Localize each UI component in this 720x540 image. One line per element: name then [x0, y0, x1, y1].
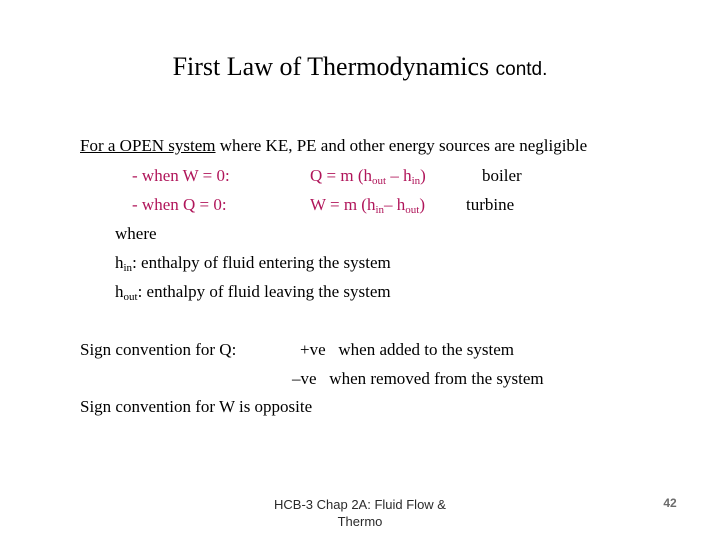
sign-q-label: Sign convention for Q: [80, 340, 237, 359]
definition-h-out: $h_{out}$: enthalpy of fluid leaving the system [115, 282, 391, 303]
case-q-zero-equation: W = m ($h_{in}-$ $h_{out}$) [310, 195, 426, 216]
sign-q-negative: –ve when removed from the system [292, 369, 544, 388]
where-label: where [115, 224, 157, 243]
case-w-zero-equation: Q = m $(h_{out} - h_{in})$ [310, 166, 426, 187]
case-w-zero-condition: - when W = 0: [132, 166, 230, 185]
slide-title [0, 52, 720, 82]
intro-line [80, 136, 587, 156]
title-main: First Law of Thermodynamics [172, 52, 496, 81]
device-turbine: turbine [466, 195, 515, 214]
footer-text: HCB-3 Chap 2A: Fluid Flow & Thermo [274, 497, 446, 529]
open-system-label: For a OPEN system [80, 136, 216, 155]
page-number: 42 [663, 496, 677, 510]
definition-h-in: $h_{in}$: enthalpy of fluid entering the system [115, 253, 391, 274]
device-boiler: boiler [482, 166, 522, 185]
intro-rest: where KE, PE and other energy sources are negligible [215, 136, 588, 155]
sign-w-convention: Sign convention for W is opposite [80, 397, 313, 416]
case-q-zero-condition: - when Q = 0: [132, 195, 227, 214]
title-suffix: contd. [495, 59, 548, 80]
sign-q-positive: +ve when added to the system [300, 340, 515, 359]
